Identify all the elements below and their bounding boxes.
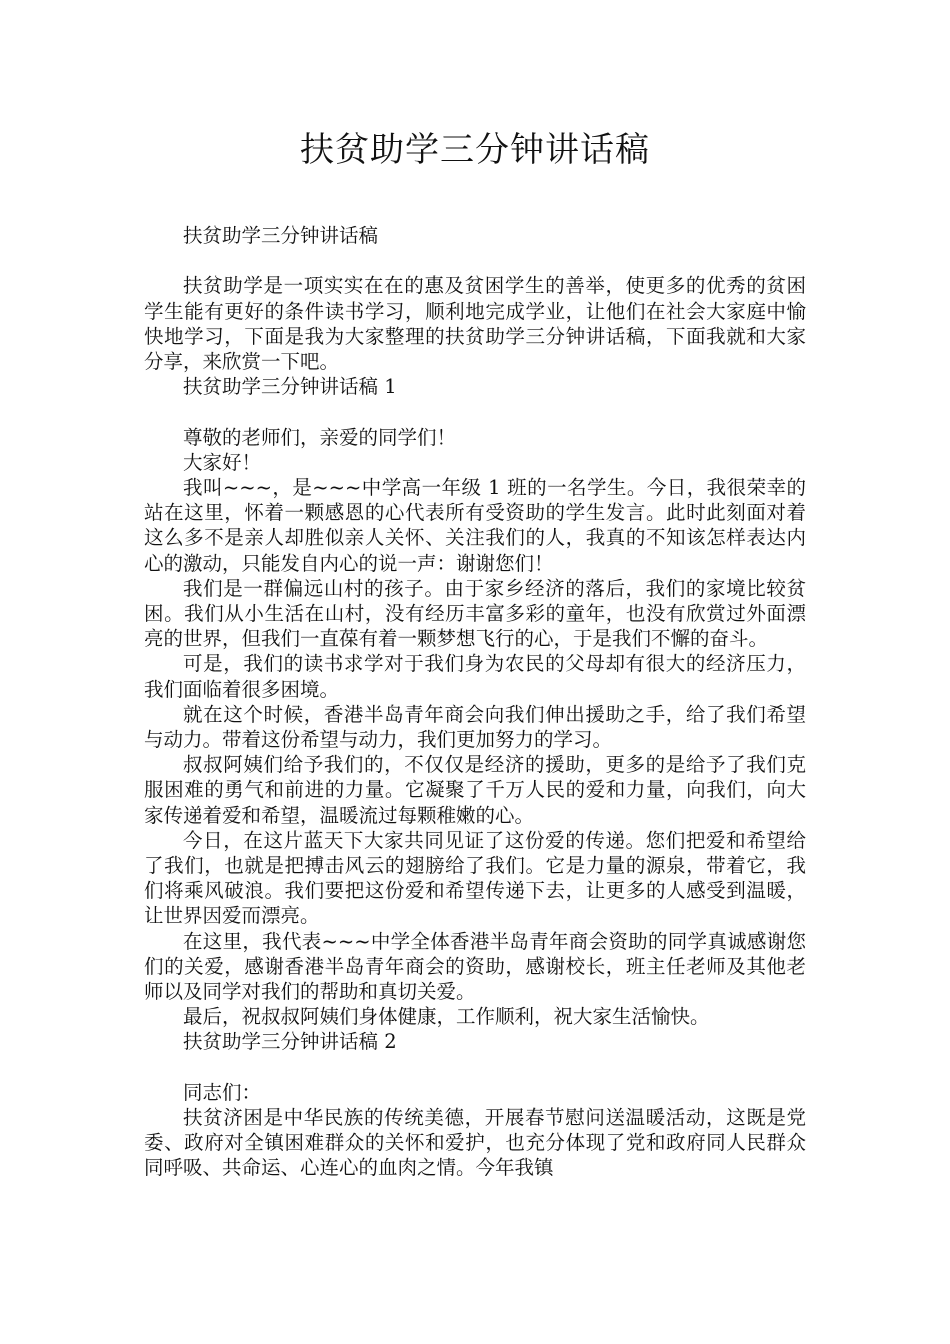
body-paragraph: 扶贫助学是一项实实在在的惠及贫困学生的善举，使更多的优秀的贫困学生能有更好的条件读书学习，顺利地完成学业，让他们在社会大家庭中愉快地学习，下面是我为大家整理的扶贫助学三分钟讲话稿，下面我就和大家分享，来欣赏一下吧。	[144, 274, 806, 373]
body-paragraph: 我叫~~~，是~~~中学高一年级 1 班的一名学生。今日，我很荣幸的站在这里，怀着一颗感恩的心代表所有受资助的学生发言。此时此刻面对着这么多不是亲人却胜似亲人关怀、关注我们的人，我真的不知该怎样表达内心的激动，只能发自内心的说一声：谢谢您们！	[144, 476, 806, 575]
paragraph-gap	[144, 399, 806, 424]
body-paragraph: 在这里，我代表~~~中学全体香港半岛青年商会资助的同学真诚感谢您们的关爱，感谢香港半岛青年商会的资助，感谢校长，班主任老师及其他老师以及同学对我们的帮助和真切关爱。	[144, 929, 806, 1004]
body-paragraph: 最后，祝叔叔阿姨们身体健康，工作顺利，祝大家生活愉快。	[183, 1005, 710, 1029]
body-paragraph: 可是，我们的读书求学对于我们身为农民的父母却有很大的经济压力，我们面临着很多困境。	[144, 652, 806, 701]
body-paragraph: 就在这个时候，香港半岛青年商会向我们伸出援助之手，给了我们希望与动力。带着这份希望与动力，我们更加努力的学习。	[144, 702, 806, 752]
section-heading: 扶贫助学三分钟讲话稿 2	[183, 1030, 397, 1054]
body-paragraph: 同志们：	[183, 1080, 262, 1104]
body-paragraph: 我们是一群偏远山村的孩子。由于家乡经济的落后，我们的家境比较贫困。我们从小生活在山村，没有经历丰富多彩的童年，也没有欣赏过外面漂亮的世界，但我们一直葆有着一颗梦想飞行的心，于是我们不懈的奋斗。	[144, 576, 806, 651]
paragraph-gap	[144, 248, 806, 273]
document-body	[144, 223, 806, 1181]
body-paragraph: 扶贫济困是中华民族的传统美德，开展春节慰问送温暖活动，这既是党委、政府对全镇困难群众的关怀和爱护，也充分体现了党和政府同人民群众同呼吸、共命运、心连心的血肉之情。今年我镇	[144, 1106, 806, 1180]
section-heading: 扶贫助学三分钟讲话稿 1	[183, 375, 397, 399]
body-paragraph: 叔叔阿姨们给予我们的，不仅仅是经济的援助，更多的是给予了我们克服困难的勇气和前进的力量。它凝聚了千万人民的爱和力量，向我们，向大家传递着爱和希望，温暖流过每颗稚嫩的心。	[144, 753, 806, 827]
body-paragraph: 尊敬的老师们，亲爱的同学们！	[183, 425, 457, 449]
section-heading: 扶贫助学三分钟讲话稿	[183, 224, 379, 247]
paragraph-gap	[144, 1055, 806, 1080]
body-paragraph: 今日，在这片蓝天下大家共同见证了这份爱的传递。您们把爱和希望给了我们，也就是把搏击风云的翅膀给了我们。它是力量的源泉，带着它，我们将乘风破浪。我们要把这份爱和希望传递下去，让更多的人感受到温暖，让世界因爱而漂亮。	[144, 828, 806, 928]
document-title: 扶贫助学三分钟讲话稿	[300, 130, 650, 170]
body-paragraph: 大家好！	[183, 450, 262, 474]
